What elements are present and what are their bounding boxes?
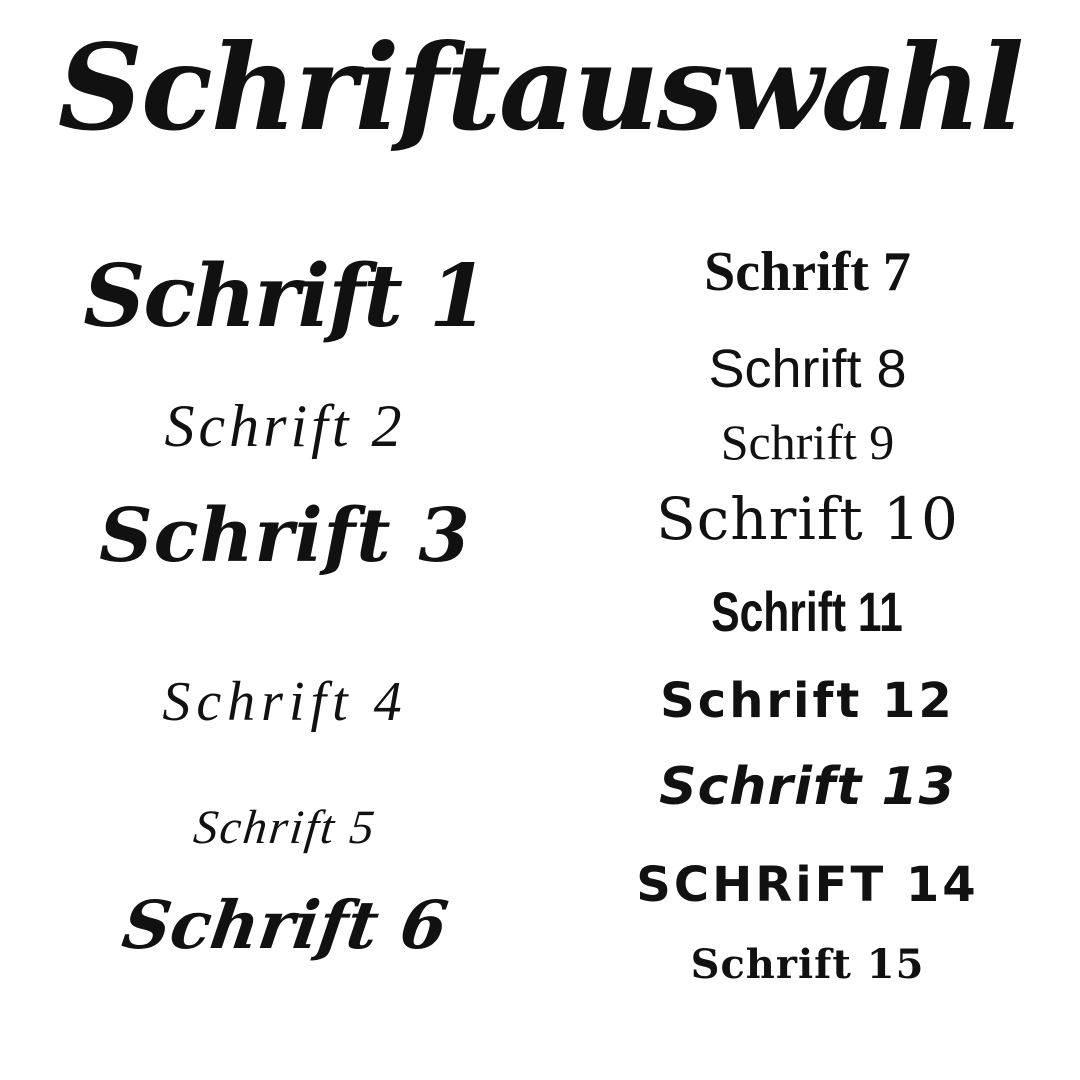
font-sample-schrift-12 xyxy=(555,674,1060,729)
font-sample-label: Schrift 8 xyxy=(708,339,907,399)
font-sample-schrift-3 xyxy=(25,494,545,579)
font-sample-label: Schrift 1 xyxy=(83,246,487,347)
font-samples-left-column xyxy=(25,0,545,1080)
font-sample-schrift-13 xyxy=(555,758,1060,818)
font-sample-schrift-14 xyxy=(555,858,1060,913)
font-sample-schrift-2 xyxy=(25,392,545,461)
font-sample-schrift-8 xyxy=(555,338,1060,400)
font-sample-label: Schrift 2 xyxy=(164,393,406,459)
font-sample-label: Schrift 12 xyxy=(660,673,955,729)
font-samples-right-column xyxy=(555,0,1060,1080)
font-sample-schrift-9 xyxy=(555,414,1060,472)
font-sample-schrift-11 xyxy=(555,580,1060,644)
font-sample-schrift-7 xyxy=(555,240,1060,304)
font-sample-label: Schrift 15 xyxy=(690,941,925,988)
font-sample-label: Schrift 7 xyxy=(704,241,911,303)
font-sample-schrift-4 xyxy=(25,670,545,734)
font-sample-schrift-5 xyxy=(22,800,548,855)
font-sample-schrift-6 xyxy=(20,888,551,964)
font-sample-label: Schrift 10 xyxy=(656,485,959,553)
font-sample-label: Schrift 13 xyxy=(659,757,956,817)
font-sample-label: SCHRiFT 14 xyxy=(636,857,979,913)
page-title: Schriftauswahl xyxy=(57,18,1023,157)
font-sample-schrift-1 xyxy=(25,248,545,347)
font-sample-schrift-15 xyxy=(555,942,1060,988)
font-sample-label: Schrift 11 xyxy=(711,580,904,643)
font-sample-label: Schrift 9 xyxy=(720,414,895,470)
font-sample-label: Schrift 4 xyxy=(162,671,408,733)
font-sample-schrift-10 xyxy=(555,486,1060,553)
font-sample-label: Schrift 5 xyxy=(191,801,379,854)
font-sample-label: Schrift 3 xyxy=(99,493,471,579)
font-sample-label: Schrift 6 xyxy=(117,886,453,964)
